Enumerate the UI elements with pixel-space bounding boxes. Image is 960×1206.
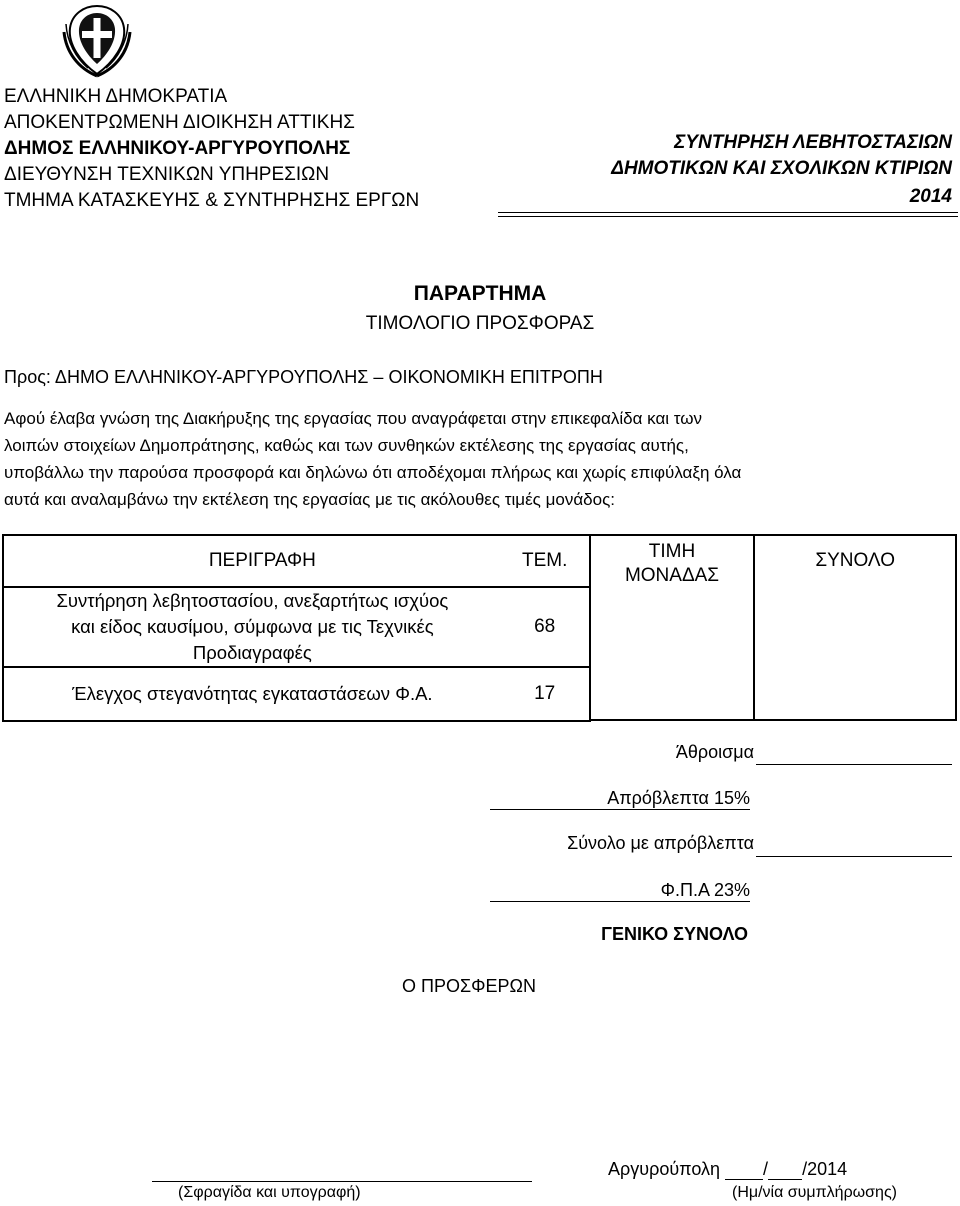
- column-header-unit-price-line-1: ΤΙΜΗ: [648, 541, 696, 562]
- row-description-line: Προδιαγραφές: [192, 642, 312, 663]
- place-label: Αργυρούπολη: [608, 1159, 721, 1179]
- day-blank: [725, 1161, 763, 1180]
- row-description-line: Έλεγχος στεγανότητας εγκαταστάσεων Φ.Α.: [72, 683, 433, 704]
- price-table: [2, 534, 957, 722]
- column-header-quantity: [501, 535, 590, 587]
- project-year: 2014: [909, 186, 952, 207]
- page-subtitle: ΤΙΜΟΛΟΓΙΟ ΠΡΟΣΦΟΡΑΣ: [365, 313, 595, 334]
- project-title-line-1: ΣΥΝΤΗΡΗΣΗ ΛΕΒΗΤΟΣΤΑΣΙΩΝ: [674, 132, 952, 153]
- column-header-quantity-label: ΤΕΜ.: [521, 550, 568, 571]
- column-header-total: [754, 535, 956, 721]
- table-header-row: [3, 535, 956, 587]
- header-rule-top: [498, 212, 958, 213]
- row-description: [3, 667, 501, 721]
- declaration-line: αυτά και αναλαμβάνω την εκτέλεση της εργασίας με τις ακόλουθες τιμές μονάδος:: [4, 490, 615, 509]
- contingency-label: Απρόβλεπτα 15%: [607, 788, 750, 808]
- header-org-line-2: ΑΠΟΚΕΝΤΡΩΜΕΝΗ ΔΙΟΙΚΗΣΗ ΑΤΤΙΚΗΣ: [4, 112, 355, 133]
- row-quantity: [501, 667, 590, 721]
- row-quantity: [501, 587, 590, 667]
- header-directorate: ΔΙΕΥΘΥΝΣΗ ΤΕΧΝΙΚΩΝ ΥΠΗΡΕΣΙΩΝ: [4, 164, 330, 185]
- vat-line: [490, 901, 750, 902]
- column-header-unit-price: [590, 535, 755, 721]
- sum-line: [756, 764, 952, 765]
- month-blank: [768, 1161, 802, 1180]
- header-department: ΤΜΗΜΑ ΚΑΤΑΣΚΕΥΗΣ & ΣΥΝΤΗΡΗΣΗΣ ΕΡΓΩΝ: [4, 190, 420, 211]
- sum-label: Άθροισμα: [675, 742, 754, 762]
- contingency-line: [490, 809, 750, 810]
- row-description-line: και είδος καυσίμου, σύμφωνα με τις Τεχνικές: [71, 616, 434, 637]
- date-separator: /: [763, 1159, 769, 1179]
- header-rule-bottom: [498, 216, 958, 217]
- total-with-contingency-line: [756, 856, 952, 857]
- row-quantity-value: 17: [534, 683, 556, 704]
- row-description-line: Συντήρηση λεβητοστασίου, ανεξαρτήτως ισχύος: [56, 590, 449, 611]
- grand-total-label: ΓΕΝΙΚΟ ΣΥΝΟΛΟ: [601, 924, 748, 944]
- row-quantity-value: 68: [534, 616, 556, 637]
- vat-label: Φ.Π.Α 23%: [660, 880, 750, 900]
- table-bottom-border-right: [590, 719, 957, 721]
- header-org-line-1: ΕΛΛΗΝΙΚΗ ΔΗΜΟΚΡΑΤΙΑ: [4, 86, 228, 107]
- date-caption: (Ημ/νία συμπλήρωσης): [732, 1184, 897, 1201]
- row-description: [3, 587, 501, 667]
- declaration-paragraph: [4, 405, 954, 513]
- column-header-description: [3, 535, 501, 587]
- date-year: /2014: [802, 1159, 848, 1179]
- header-municipality: ΔΗΜΟΣ ΕΛΛΗΝΙΚΟΥ-ΑΡΓΥΡΟΥΠΟΛΗΣ: [4, 138, 351, 159]
- column-header-unit-price-line-2: ΜΟΝΑΔΑΣ: [624, 565, 720, 586]
- column-header-description-label: ΠΕΡΙΓΡΑΦΗ: [208, 550, 316, 571]
- recipient-line: Προς: ΔΗΜΟ ΕΛΛΗΝΙΚΟΥ-ΑΡΓΥΡΟΥΠΟΛΗΣ – ΟΙΚΟΝΟΜΙΚΗ ΕΠΙΤΡΟΠΗ: [4, 367, 603, 387]
- stamp-caption: (Σφραγίδα και υπογραφή): [178, 1184, 361, 1201]
- page-title: ΠΑΡΑΡΤΗΜΑ: [413, 282, 547, 305]
- project-title-line-2: ΔΗΜΟΤΙΚΩΝ ΚΑΙ ΣΧΟΛΙΚΩΝ ΚΤΙΡΙΩΝ: [611, 158, 952, 179]
- declaration-line: Αφού έλαβα γνώση της Διακήρυξης της εργασίας που αναγράφεται στην επικεφαλίδα και των: [4, 409, 703, 428]
- bidder-label: Ο ΠΡΟΣΦΕΡΩΝ: [402, 976, 536, 996]
- coat-of-arms-emblem: [58, 2, 136, 78]
- place-date: [608, 1159, 847, 1180]
- signature-line: [152, 1181, 532, 1182]
- column-header-total-label: ΣΥΝΟΛΟ: [815, 550, 896, 571]
- declaration-line: λοιπών στοιχείων Δημοπράτησης, καθώς και των συνθηκών εκτέλεσης της εργασίας αυτής,: [4, 436, 689, 455]
- total-with-contingency-label: Σύνολο με απρόβλεπτα: [567, 833, 754, 853]
- declaration-line: υποβάλλω την παρούσα προσφορά και δηλώνω ότι αποδέχομαι πλήρως και χωρίς επιφύλαξη όλα: [4, 463, 742, 482]
